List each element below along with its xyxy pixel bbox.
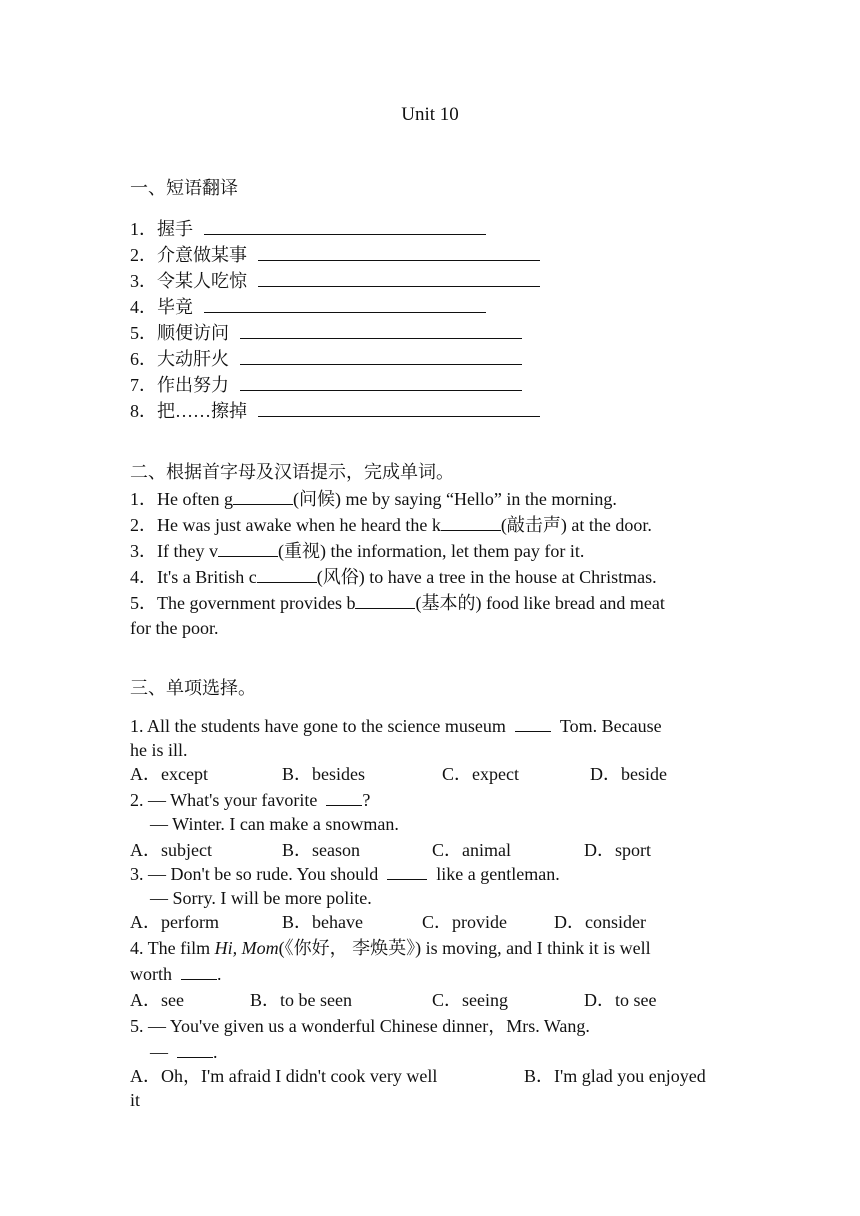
question-3-reply: — Sorry. I will be more polite. [150,888,372,908]
option-b[interactable]: B．I'm glad you enjoyed [524,1066,706,1086]
word-item: 2．He was just awake when he heard the k (敲击声) at the door. [130,512,652,537]
option-a[interactable]: A．Oh，I'm afraid I didn't cook very well [130,1066,438,1086]
phrase-item: 4．毕竟 [130,294,486,319]
word-item: 4．It's a British c (风俗) to have a tree in the house at Christmas. [130,564,657,589]
question-1-continued: he is ill. [130,740,188,760]
option-b[interactable]: B．behave [282,912,363,932]
option-b[interactable]: B．season [282,840,360,860]
answer-blank[interactable] [218,538,278,557]
word-item-continued: for the poor. [130,618,219,638]
question-2: 2. — What's your favorite ? [130,790,371,810]
word-item: 5．The government provides b (基本的) food like bread and meat [130,590,665,615]
answer-blank[interactable] [240,372,522,391]
answer-blank[interactable] [258,242,540,261]
section1-heading: 一、短语翻译 [130,178,238,198]
answer-blank[interactable] [515,715,551,732]
question-2-reply: — Winter. I can make a snowman. [150,814,399,834]
answer-blank[interactable] [387,863,427,880]
option-a[interactable]: A．except [130,764,208,784]
phrase-item: 5．顺便访问 [130,320,522,345]
answer-blank[interactable] [355,590,415,609]
question-5-reply: — . [150,1042,218,1062]
word-item: 1．He often g (问候) me by saying “Hello” in the morning. [130,486,617,511]
question-5: 5. — You've given us a wonderful Chinese dinner，Mrs. Wang. [130,1016,590,1036]
answer-blank[interactable] [258,268,540,287]
answer-blank[interactable] [240,346,522,365]
question-1: 1. All the students have gone to the science museum Tom. Because [130,716,662,736]
answer-blank[interactable] [441,512,501,531]
answer-blank[interactable] [240,320,522,339]
section2-heading: 二、根据首字母及汉语提示，完成单词。 [130,462,454,482]
page-title: Unit 10 [401,104,459,125]
option-c[interactable]: C．seeing [432,990,508,1010]
answer-blank[interactable] [233,486,293,505]
question-4-continued: worth . [130,964,222,984]
option-c[interactable]: C．provide [422,912,507,932]
option-d[interactable]: D．beside [590,764,667,784]
answer-blank[interactable] [204,216,486,235]
word-item: 3．If they v (重视) the information, let them pay for it. [130,538,584,563]
option-a[interactable]: A．perform [130,912,219,932]
phrase-item: 2．介意做某事 [130,242,540,267]
option-c[interactable]: C．animal [432,840,511,860]
answer-blank[interactable] [257,564,317,583]
film-title: Hi, Mom [214,938,279,958]
answer-blank[interactable] [181,963,217,980]
question-5-option-b-continued: it [130,1090,141,1110]
question-3: 3. — Don't be so rude. You should like a gentleman. [130,864,560,884]
answer-blank[interactable] [258,398,540,417]
option-b[interactable]: B．besides [282,764,365,784]
phrase-item: 6．大动肝火 [130,346,522,371]
option-a[interactable]: A．subject [130,840,212,860]
option-a[interactable]: A．see [130,990,184,1010]
option-c[interactable]: C．expect [442,764,519,784]
section3-heading: 三、单项选择。 [130,678,256,698]
phrase-item: 3．令某人吃惊 [130,268,540,293]
answer-blank[interactable] [204,294,486,313]
answer-blank[interactable] [177,1041,213,1058]
question-4: 4. The film Hi, Mom(《你好， 李焕英》) is moving, and I think it is well [130,938,651,958]
answer-blank[interactable] [326,789,362,806]
phrase-item: 1．握手 [130,216,486,241]
phrase-item: 7．作出努力 [130,372,522,397]
option-d[interactable]: D．consider [554,912,646,932]
option-d[interactable]: D．sport [584,840,651,860]
option-b[interactable]: B．to be seen [250,990,352,1010]
option-d[interactable]: D．to see [584,990,657,1010]
phrase-item: 8．把……擦掉 [130,398,540,423]
